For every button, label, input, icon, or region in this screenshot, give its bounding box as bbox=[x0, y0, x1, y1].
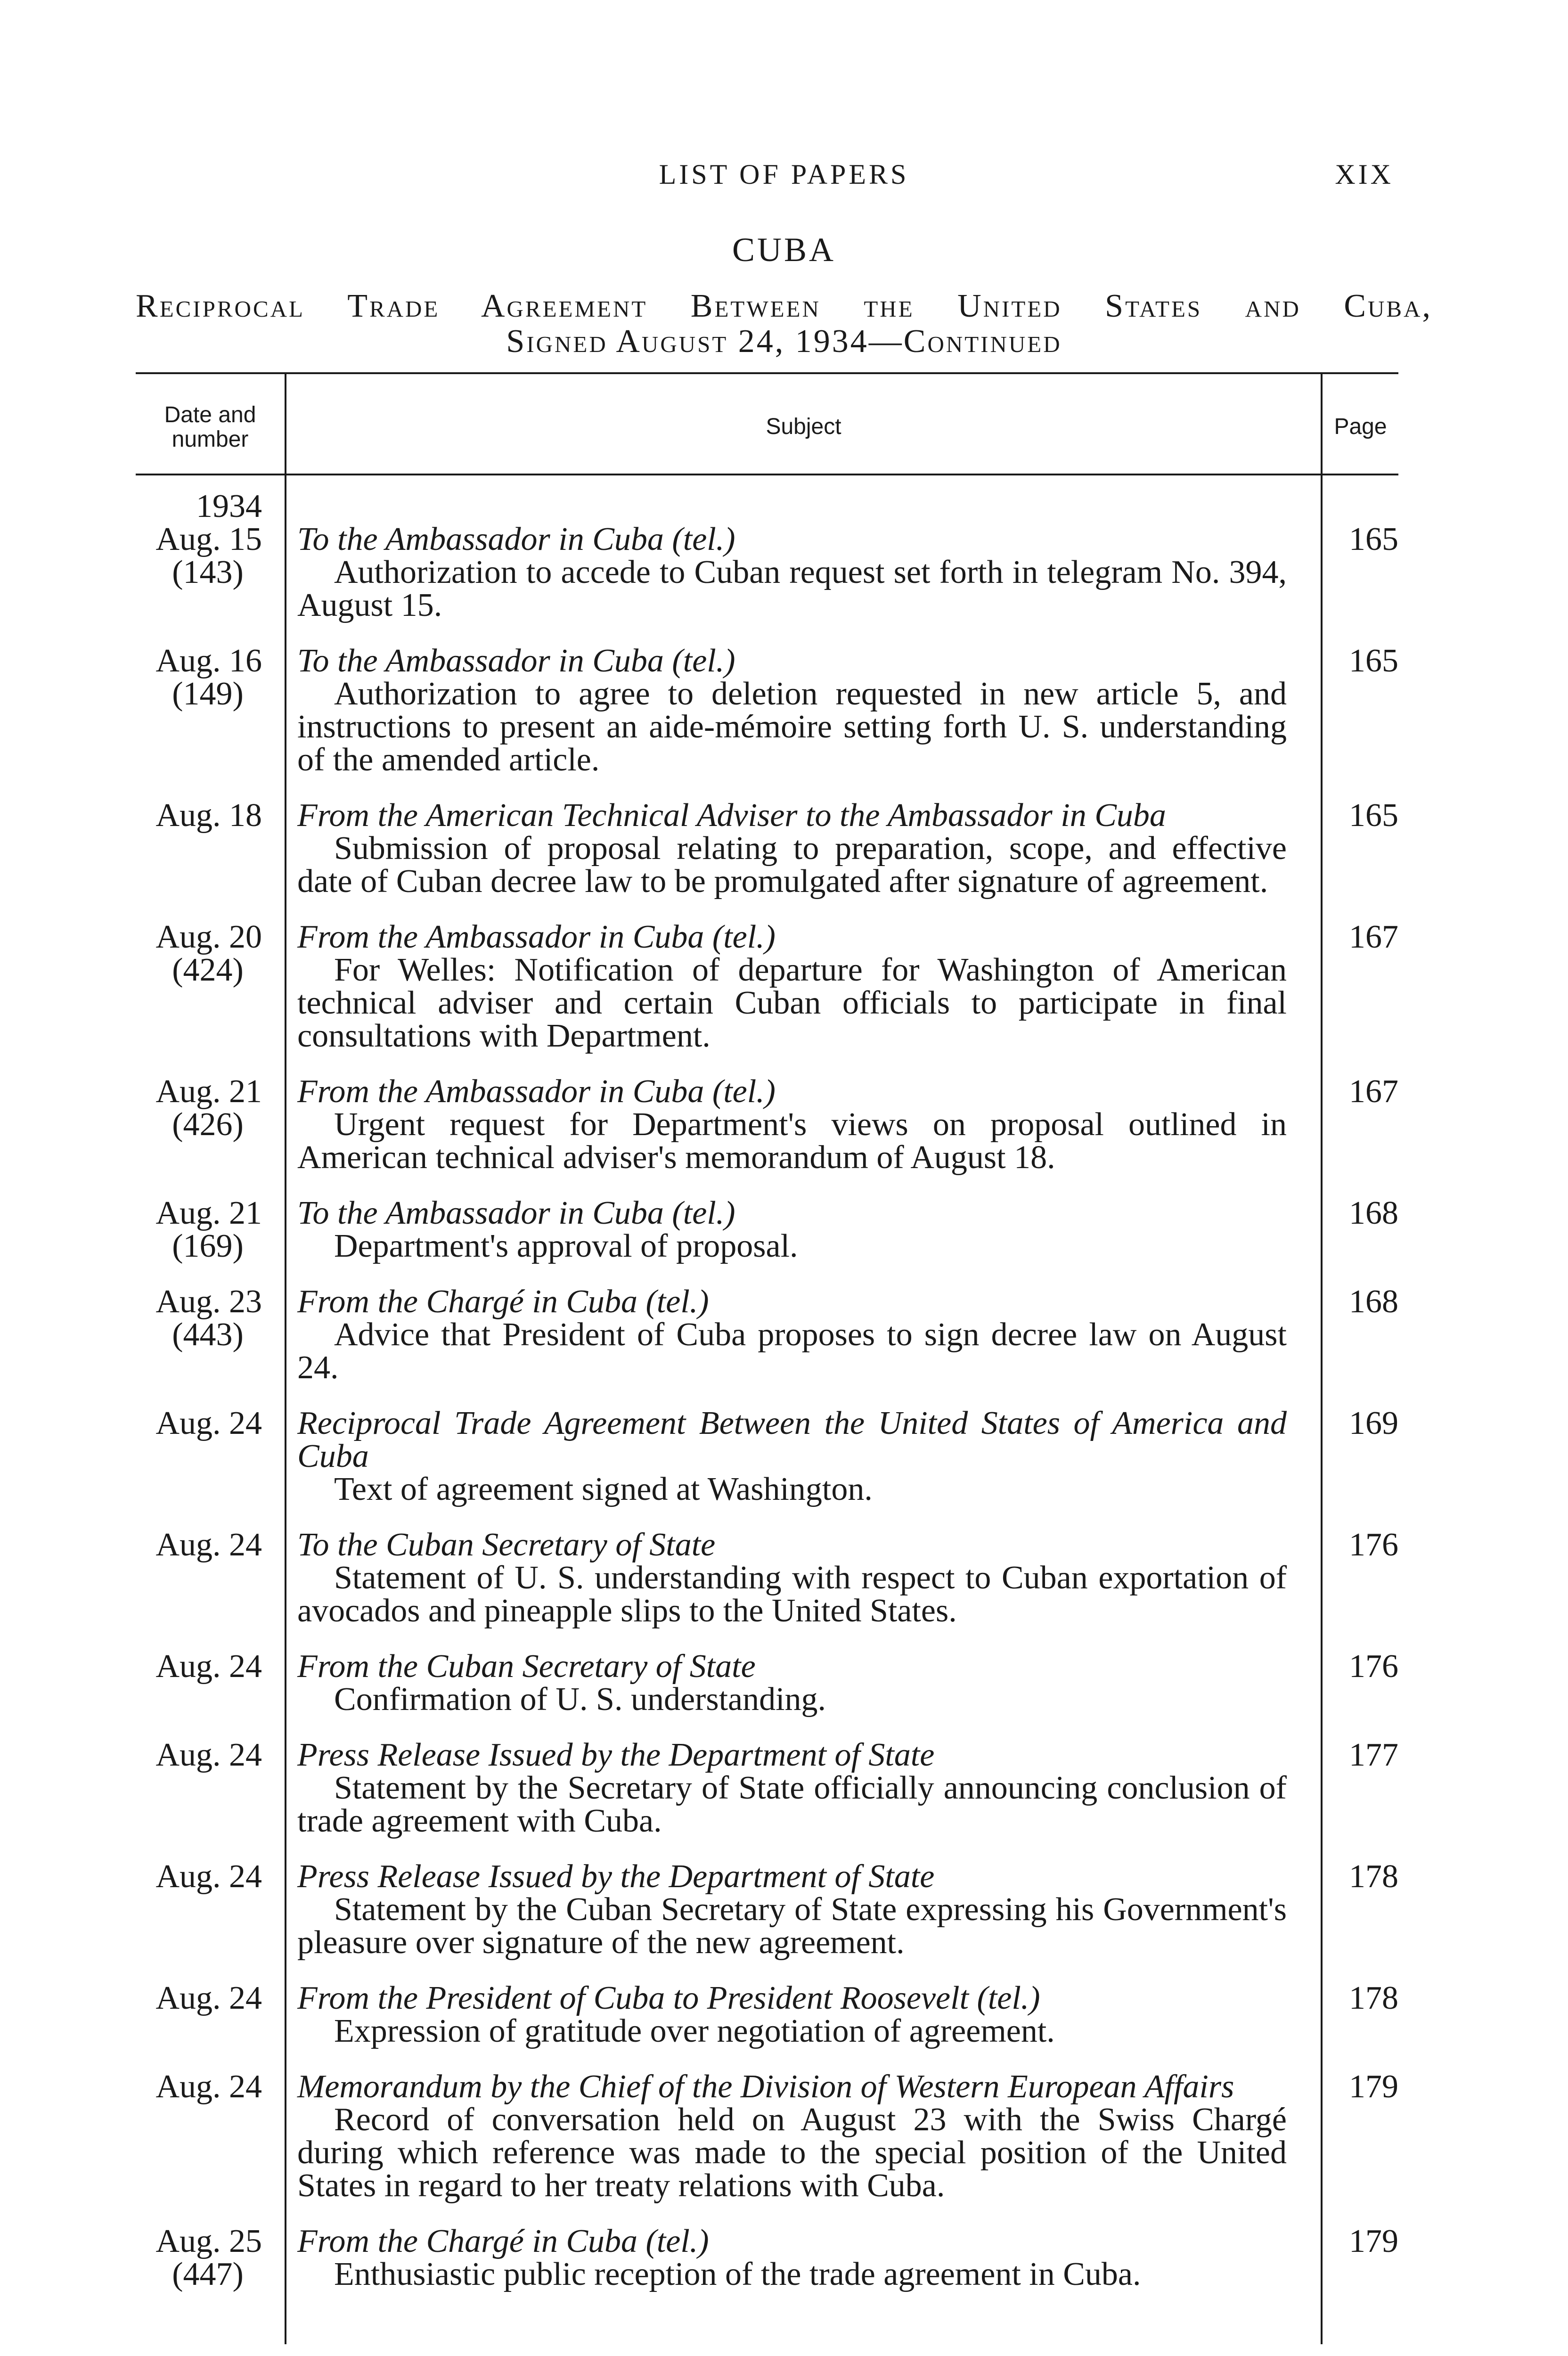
table-row bbox=[136, 1650, 1398, 1716]
entry-date: Aug. 25 bbox=[155, 2223, 262, 2259]
entry-number: (443) bbox=[172, 1317, 244, 1353]
entry-description: Statement by the Secretary of State officially announcing conclusion of trade agreement with Cuba. bbox=[297, 1770, 1287, 1839]
entry-date: Aug. 24 bbox=[155, 1405, 262, 1441]
entry-description: Submission of proposal relating to preparation, scope, and effective date of Cuban decree law to be promulgated after signature of agreement. bbox=[297, 830, 1287, 900]
table-row bbox=[136, 2225, 1398, 2291]
entry-date: Aug. 24 bbox=[155, 1737, 262, 1773]
subject-cell bbox=[297, 1285, 1287, 1384]
date-cell bbox=[136, 1529, 262, 1562]
entry-page: 169 bbox=[1349, 1405, 1398, 1441]
date-column-header bbox=[136, 403, 285, 452]
country-heading: CUBA bbox=[732, 231, 836, 269]
entry-page: 165 bbox=[1349, 797, 1398, 834]
table-row bbox=[136, 1407, 1398, 1506]
table-row bbox=[136, 1860, 1398, 1959]
section-heading-line-2: Signed August 24, 1934—Continued bbox=[506, 323, 1062, 360]
entry-title: Press Release Issued by the Department of State bbox=[297, 1737, 935, 1773]
entry-description: Authorization to agree to deletion requested in new article 5, and instructions to present an aide-mémoire setting forth U. S. understanding of the amended article. bbox=[297, 676, 1287, 778]
date-cell bbox=[136, 1075, 262, 1141]
date-column-header-line-2: number bbox=[172, 427, 249, 452]
entry-page: 167 bbox=[1349, 1073, 1398, 1110]
entries-list bbox=[136, 490, 1398, 2314]
date-cell bbox=[136, 799, 262, 832]
entry-title: From the Chargé in Cuba (tel.) bbox=[297, 2223, 709, 2259]
subject-cell bbox=[297, 1982, 1287, 2048]
entry-description: Department's approval of proposal. bbox=[334, 1228, 798, 1264]
entry-page: 178 bbox=[1349, 1980, 1398, 2016]
entry-number: (143) bbox=[172, 554, 244, 590]
date-cell bbox=[136, 1860, 262, 1893]
subject-cell bbox=[297, 1075, 1287, 1174]
entry-description: Urgent request for Department's views on proposal outlined in American technical adviser's memorandum of August 18. bbox=[297, 1106, 1287, 1176]
entry-description: Expression of gratitude over negotiation of agreement. bbox=[334, 2013, 1055, 2049]
section-heading-line-1: Reciprocal Trade Agreement Between the United States and Cuba, bbox=[136, 288, 1432, 324]
entry-date: Aug. 24 bbox=[155, 2069, 262, 2105]
table-row bbox=[136, 1075, 1398, 1174]
entry-date: Aug. 24 bbox=[155, 1858, 262, 1895]
subject-cell bbox=[297, 523, 1287, 622]
entry-title: From the Cuban Secretary of State bbox=[297, 1648, 756, 1685]
date-cell bbox=[136, 2070, 262, 2103]
table-row bbox=[136, 1529, 1398, 1628]
subject-cell bbox=[297, 645, 1287, 777]
date-cell bbox=[136, 1739, 262, 1772]
entry-description: Authorization to accede to Cuban request set forth in telegram No. 394, August 15. bbox=[297, 554, 1287, 623]
entry-date: Aug. 24 bbox=[155, 1527, 262, 1563]
running-head bbox=[0, 155, 1568, 193]
entry-page: 176 bbox=[1349, 1527, 1398, 1563]
entry-page: 168 bbox=[1349, 1195, 1398, 1231]
subject-cell bbox=[297, 1407, 1287, 1506]
date-cell bbox=[136, 1285, 262, 1351]
entry-page: 167 bbox=[1349, 919, 1398, 955]
entry-description: Statement by the Cuban Secretary of State expressing his Government's pleasure over signature of the new agreement. bbox=[297, 1891, 1287, 1961]
date-cell bbox=[136, 523, 262, 589]
date-cell bbox=[136, 1197, 262, 1263]
entry-number: (149) bbox=[172, 676, 244, 712]
table-row bbox=[136, 1739, 1398, 1838]
table-row bbox=[136, 1197, 1398, 1263]
entry-page: 179 bbox=[1349, 2069, 1398, 2105]
table-row bbox=[136, 799, 1398, 898]
table-row bbox=[136, 2070, 1398, 2202]
entry-page: 177 bbox=[1349, 1737, 1398, 1773]
subject-cell bbox=[297, 799, 1287, 898]
entry-title: To the Ambassador in Cuba (tel.) bbox=[297, 521, 735, 557]
entry-date: Aug. 21 bbox=[155, 1195, 262, 1231]
entry-page: 178 bbox=[1349, 1858, 1398, 1895]
running-title: LIST OF PAPERS bbox=[659, 159, 909, 190]
entry-number: (447) bbox=[172, 2256, 244, 2292]
entry-title: Reciprocal Trade Agreement Between the United States of America and Cuba bbox=[297, 1405, 1287, 1474]
table-row bbox=[136, 921, 1398, 1053]
entry-description: Advice that President of Cuba proposes to sign decree law on August 24. bbox=[297, 1317, 1287, 1386]
entry-description: Enthusiastic public reception of the trade agreement in Cuba. bbox=[334, 2256, 1141, 2292]
table-row bbox=[136, 1982, 1398, 2048]
entry-title: From the Chargé in Cuba (tel.) bbox=[297, 1284, 709, 1320]
entry-date: Aug. 24 bbox=[155, 1980, 262, 2016]
entry-description: Text of agreement signed at Washington. bbox=[334, 1471, 873, 1507]
page-folio: XIX bbox=[1335, 159, 1394, 190]
entry-page: 176 bbox=[1349, 1648, 1398, 1685]
date-cell bbox=[136, 2225, 262, 2291]
entry-title: To the Cuban Secretary of State bbox=[297, 1527, 716, 1563]
table-row bbox=[136, 1285, 1398, 1384]
date-cell bbox=[136, 645, 262, 711]
entry-number: (426) bbox=[172, 1106, 244, 1143]
entry-page: 179 bbox=[1349, 2223, 1398, 2259]
year-label: 1934 bbox=[196, 488, 262, 524]
entry-date: Aug. 21 bbox=[155, 1073, 262, 1110]
date-cell bbox=[136, 1982, 262, 2015]
entry-page: 165 bbox=[1349, 521, 1398, 557]
subject-cell bbox=[297, 2070, 1287, 2202]
entry-title: To the Ambassador in Cuba (tel.) bbox=[297, 1195, 735, 1231]
entry-title: Memorandum by the Chief of the Division of Western European Affairs bbox=[297, 2069, 1234, 2105]
subject-cell bbox=[297, 1860, 1287, 1959]
entry-date: Aug. 24 bbox=[155, 1648, 262, 1685]
entry-date: Aug. 15 bbox=[155, 521, 262, 557]
date-column-header-line-1: Date and bbox=[164, 402, 256, 427]
entry-description: Record of conversation held on August 23 with the Swiss Chargé during which reference was made to the special position of the United States in regard to her treaty relations with Cuba. bbox=[297, 2102, 1287, 2204]
subject-column-header: Subject bbox=[766, 414, 841, 439]
table-top-rule bbox=[136, 372, 1398, 374]
entry-date: Aug. 18 bbox=[155, 797, 262, 834]
entry-number: (169) bbox=[172, 1228, 244, 1264]
date-cell bbox=[136, 1407, 262, 1440]
entry-title: From the American Technical Adviser to the Ambassador in Cuba bbox=[297, 797, 1166, 834]
table-row bbox=[136, 645, 1398, 777]
entry-date: Aug. 16 bbox=[155, 643, 262, 679]
section-heading bbox=[136, 288, 1432, 359]
subject-cell bbox=[297, 1650, 1287, 1716]
entry-number: (424) bbox=[172, 952, 244, 988]
entry-page: 165 bbox=[1349, 643, 1398, 679]
entry-title: To the Ambassador in Cuba (tel.) bbox=[297, 643, 735, 679]
header-bottom-rule bbox=[136, 474, 1398, 475]
entry-title: From the Ambassador in Cuba (tel.) bbox=[297, 1073, 776, 1110]
entry-description: Statement of U. S. understanding with respect to Cuban exportation of avocados and pineapple slips to the United States. bbox=[297, 1560, 1287, 1629]
entry-date: Aug. 20 bbox=[155, 919, 262, 955]
subject-cell bbox=[297, 1197, 1287, 1263]
date-cell bbox=[136, 1650, 262, 1683]
table-row bbox=[136, 523, 1398, 622]
entry-title: From the Ambassador in Cuba (tel.) bbox=[297, 919, 776, 955]
entry-description: Confirmation of U. S. understanding. bbox=[334, 1681, 826, 1718]
entry-date: Aug. 23 bbox=[155, 1284, 262, 1320]
subject-cell bbox=[297, 2225, 1287, 2291]
entry-title: From the President of Cuba to President Roosevelt (tel.) bbox=[297, 1980, 1040, 2016]
entry-page: 168 bbox=[1349, 1284, 1398, 1320]
entry-title: Press Release Issued by the Department of State bbox=[297, 1858, 935, 1895]
subject-cell bbox=[297, 1529, 1287, 1628]
date-cell bbox=[136, 921, 262, 987]
page-column-header: Page bbox=[1334, 414, 1387, 439]
subject-cell bbox=[297, 1739, 1287, 1838]
subject-cell bbox=[297, 921, 1287, 1053]
entry-description: For Welles: Notification of departure for Washington of American technical adviser and certain Cuban officials to participate in final consultations with Department. bbox=[297, 952, 1287, 1054]
entry-container bbox=[136, 523, 1398, 2291]
